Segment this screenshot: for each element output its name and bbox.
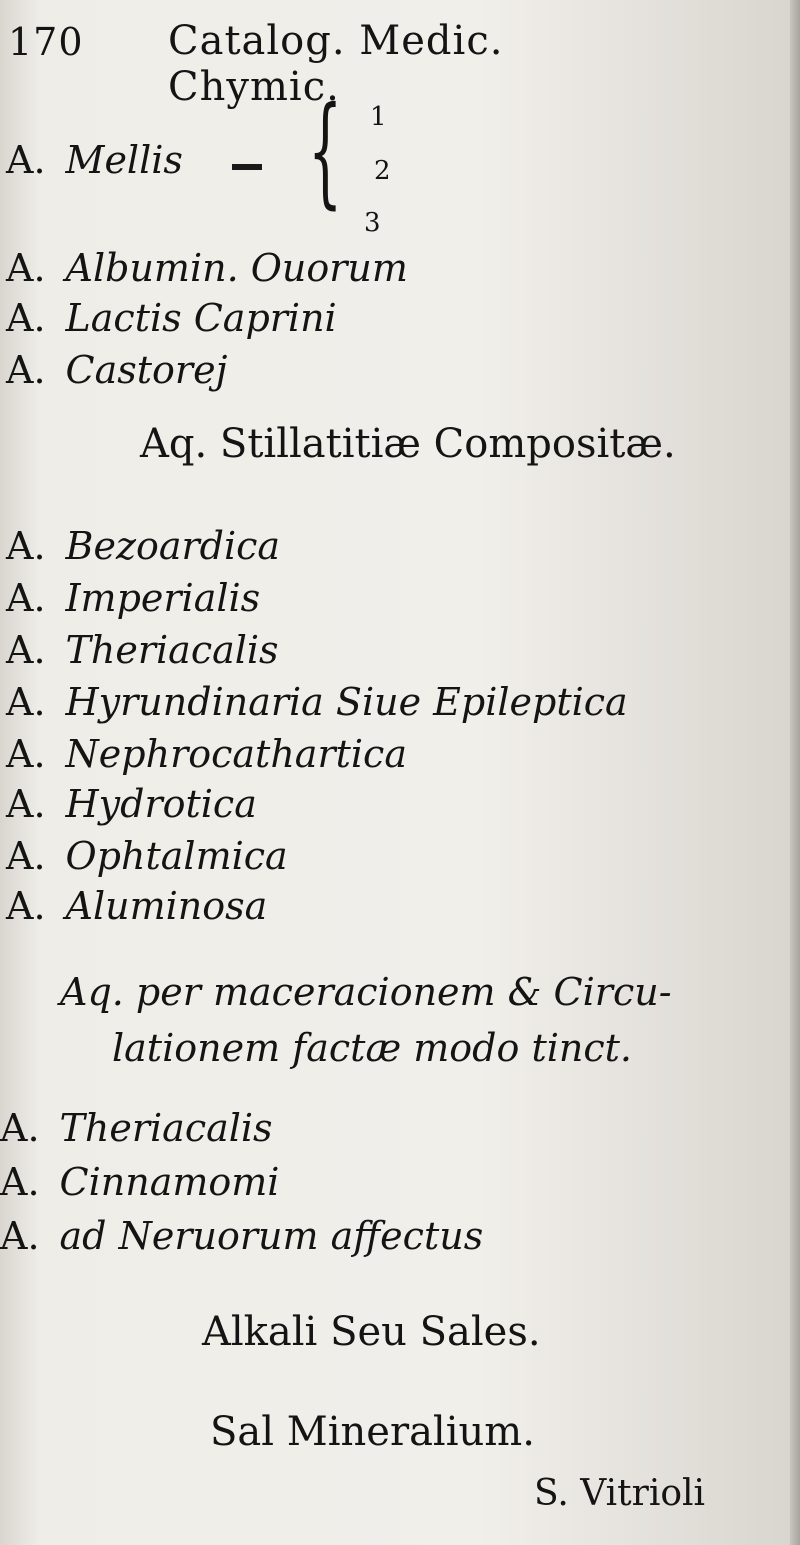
entry-prefix: A. (6, 524, 46, 568)
entry-prefix: A. (6, 782, 46, 826)
list-item (6, 296, 337, 340)
list-item (6, 782, 257, 826)
list-item (0, 1214, 483, 1258)
entry-text: Aluminosa (65, 884, 268, 928)
list-item (6, 884, 267, 928)
entry-prefix: A. (6, 834, 46, 878)
entry-text: Cinnamomi (59, 1160, 280, 1204)
entry-text: Bezoardica (65, 524, 281, 568)
brace-number-1: 1 (370, 102, 387, 132)
section-heading-maceration-line2: lationem factæ modo tinct. (112, 1026, 632, 1070)
list-item (6, 246, 408, 290)
entry-prefix: A. (6, 732, 46, 776)
entry-text: Imperialis (65, 576, 261, 620)
entry-text: Ophtalmica (65, 834, 288, 878)
list-item (6, 732, 407, 776)
list-item (6, 680, 628, 724)
section-heading-alkali: Alkali Seu Sales. (202, 1309, 541, 1355)
entry-prefix: A. (6, 138, 46, 182)
entry-prefix: A. (6, 884, 46, 928)
entry-prefix: A. (6, 576, 46, 620)
entry-text: Hydrotica (65, 782, 257, 826)
catchword: S. Vitrioli (534, 1473, 706, 1514)
entry-text: ad Neruorum affectus (59, 1214, 484, 1258)
entry-text: Albumin. Ouorum (65, 246, 408, 290)
brace-mark: { (308, 82, 343, 221)
entry-prefix: A. (0, 1160, 40, 1204)
entry-prefix: A. (6, 246, 46, 290)
dash-mark (232, 164, 262, 170)
list-item (6, 576, 260, 620)
entry-text: Lactis Caprini (65, 296, 337, 340)
entry-text: Castorej (65, 348, 228, 392)
page-header (8, 14, 658, 110)
list-item (0, 1160, 279, 1204)
section-heading-maceration-line1: Aq. per maceracionem & Circu- (60, 970, 672, 1014)
page-gutter (790, 0, 800, 1545)
page-number: 170 (8, 20, 84, 64)
entry-prefix: A. (0, 1214, 40, 1258)
list-item (0, 1106, 273, 1150)
entry-text: Hyrundinaria Siue Epileptica (65, 680, 628, 724)
entry-mellis (6, 138, 183, 182)
entry-prefix: A. (6, 680, 46, 724)
entry-prefix: A. (6, 348, 46, 392)
list-item (6, 348, 227, 392)
entry-text: Theriacalis (65, 628, 279, 672)
entry-prefix: A. (6, 296, 46, 340)
list-item (6, 628, 279, 672)
entry-text: Nephrocathartica (65, 732, 407, 776)
entry-text: Theriacalis (59, 1106, 273, 1150)
running-head: Catalog. Medic. Chymic. (168, 18, 504, 110)
section-heading-composite: Aq. Stillatitiæ Compositæ. (140, 421, 676, 467)
section-heading-sal: Sal Mineralium. (210, 1409, 535, 1455)
entry-text: Mellis (65, 138, 183, 182)
brace-number-3: 3 (364, 208, 381, 238)
list-item (6, 834, 288, 878)
entry-prefix: A. (0, 1106, 40, 1150)
brace-number-2: 2 (374, 156, 391, 186)
list-item (6, 524, 280, 568)
entry-prefix: A. (6, 628, 46, 672)
